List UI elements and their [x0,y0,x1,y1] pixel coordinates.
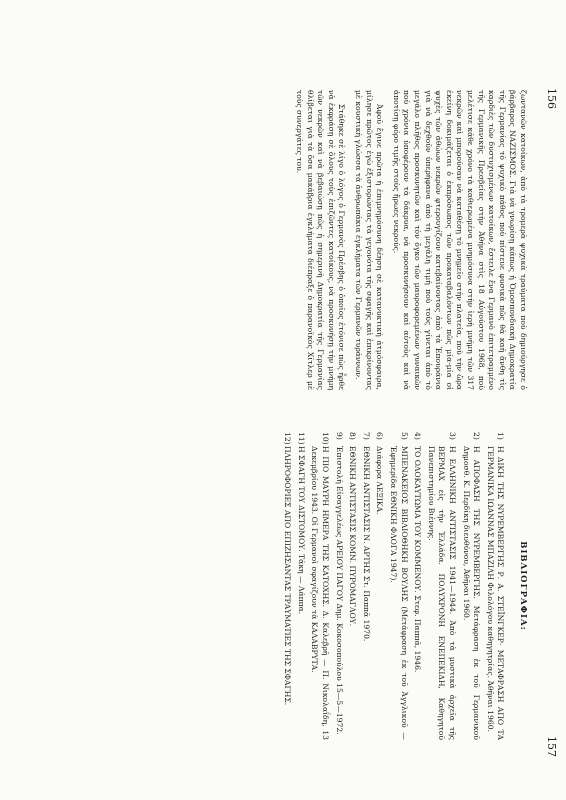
reference-item [484,432,505,740]
bibliography-section [279,432,528,740]
reference-text: Διάφορα ΛΕΞΙΚΑ. [375,446,385,515]
reference-number: 4) [413,432,423,440]
right-page-number: 157 [545,736,558,757]
reference-text: ΤΟ ΟΛΟΚΑΥΤΩΜΑ ΤΟΥ ΚΟΜΜΕΝΟΥ. Στεφ. Παππᾶ, 1946. [413,446,423,673]
reference-text: ΠΛΗΡΟΦΟΡΙΕΣ ΑΠΟ ΕΠΙΖΗΣΑΝΤΑΣ ΤΡΑΥΜΑΤΙΕΣ ΤΗΣ ΣΦΑΓΗΣ. [283,446,293,706]
reference-list [282,432,506,740]
left-page-body [288,90,528,390]
reference-text: ΜΠΕΝΑΚΕΙΟΣ ΒΙΒΛΙΟΘΗΚΗ ΒΟΥΛΗΣ (Μετάφραση ἐκ τοῦ Ἀγγλικοῦ — Ἐφημερίδα ΕΘΝΙΚΗ ΦΛΟΓΑ 1947). [389,446,409,740]
reference-number: 5) [399,432,409,440]
reference-item [425,432,457,740]
reference-text: Η ΣΦΑΓΗ ΤΟΥ ΔΙΣΤΟΜΟΥ. Τάκη — Λάππα. [296,446,306,615]
reference-item [309,432,330,740]
reference-text: Η ΠΙΟ ΜΑΥΡΗ ΗΜΕΡΑ ΤΗΣ ΚΑΤΟΧΗΣ. Δ. Καλεβρῆ — Π. Νικολαΐδη, 13 Δεκεμβρίου 1943. Οἱ Γερμανοὶ σφαγίζουν τὰ ΚΑΛΑΒΡΥΤΑ. [310,446,331,740]
reference-number: 9) [334,432,344,440]
body-paragraph: ζωντανῶν κατοίκων, ἀπὸ τὰ τρομερὰ ψυχικὰ τραύματα ποὺ δημιούργησε ὁ βάρβαρος ΝΑΖΙΣΜΟΣ. Γιὰ νὰ γνωρίσῃ κάπως ἡ Ὁμοσπονδιακὴ Δημοκρατία τῆς Γερμανίας τὸ ψυχικὸ πάθος ποὺ πίστευε φυσικὰ πῶς θὰ καῆ ἄνθη τὶς καρδιὲς τῶν δυστυχισμένων κατοίκων, ἔστειλε ἕνα Γερμανὸ ἐπιτετραμμένο τῆς Γερμανικῆς Πρεσβείας στὴν Ἀθήνα στὶς 18 Αὐγούστου 1968, ποὺ μελέτισε κάθε χρόνο τὰ καθιερωμένα μνημόσυνα στὴν ἱερὴ μνήμη τῶν 317 νεκρῶν καὶ μπορούσαν νὰ καταθέσῃ τὸ μνημεῖο στὴν πλατεία, ποὺ τὴν ὥρα ἐκείνη δοκιμάζεται ὁ ἐκπρόσωπος τῶν προκαταβαλόντων πῶς μία-μία οἱ ψυχὲς τῶν ἀθώων νεκρῶν φτερουγίζουν κατεβαίνοντας ἀπὸ τὰ Ἐπουράνια γιὰ νὰ δεχθοῦν ὑπερήφανα ἀπὸ τὴ μεγάλη τιμὴ ποὺ τοὺς γίνεται ἀπὸ τὸ μεγάλο πλῆθος προσκυνητῶν καὶ τὸν ὄγκο τῶν μαυροφορεμένων γυναικῶν ποὺ χρόνια ὑποφέρουν τὰ δάκρυα, νὰ προσκυνήσουν καὶ αὐτοὺς καὶ νὰ ἀποτίσῃ φόρο τιμῆς στοὺς ἥρωες νεκρούς. [391,90,528,390]
reference-number: 8) [348,432,358,440]
reference-item [282,432,293,740]
reference-text: Η ΕΛΛΗΝΙΚΗ ΑΝΤΙΣΤΑΣΙΣ 1941—1944. Ἀπὸ τὰ μυστικὰ ἀρχεῖα τῆς ΒΕΡΜΑΧ εἰς τὴν Ἑλλάδα. ΠΟΛΥΧΡΟΝΗ ΕΝΕΠΕΚΙΔΗ, Καθηγητοῦ Πανεπιστημίου Βιέννης. [426,446,458,740]
body-paragraph: Ἀφοῦ ἔγινε πρῶτα ἡ ἐπιμνημόσυνη δέηση σὲ κατανυκτικὴ ἀτμόσφαιρα, μίλησε πρῶτος ἐγὼ ἐξιστορώντας τὰ γεγονότα τῆς σφαγῆς καὶ ἐπικρίνοντας μὲ κουστικὴ γλώσσα τὰ ἀνθρωπάκια ἐγκλήματα τῶν Γερμανῶν τυράννων. [354,90,385,390]
reference-item [460,432,481,740]
reference-item [360,432,371,740]
reference-text: Ἐπιστολὴ Εἰσαγγελέως ΑΡΕΙΟΥ ΠΑΓΟΥ Δημ. Κοκοσοπούλου 15—5—1972. [334,446,344,735]
reference-item [412,432,423,740]
reference-number: 2) [472,432,482,440]
reference-number: 3) [448,432,458,440]
reference-item [374,432,385,740]
reference-text: ΕΘΝΙΚΗ ΑΝΤΙΣΤΑΣΙΣ ΚΟΜΝ. ΠΥΡΟΜΑΓΛΟΥ. [348,446,358,627]
left-page-number: 156 [545,88,558,109]
reference-item [387,432,408,740]
reference-text: ΕΘΝΙΚΗ ΑΝΤΙΣΤΑΣΙΣ Ν. ΑΡΤΗΣ Στ. Παππᾶ 1970. [361,446,371,642]
bibliography-heading: ΒΙΒΛΙΟΓΡΑΦΙΑ: [518,541,528,631]
reference-number: 6) [375,432,385,440]
reference-number: 7) [361,432,371,440]
reference-number: 10) [321,432,331,445]
reference-text: Η ΔΙΚΗ ΤΗΣ ΝΥΡΕΜΒΕΡΓΗΣ Ρ. Α. ΣΤΕΪΝΓΚΕΡ· ΜΕΤΑΦΡΑΣΗ ΑΠΟ ΤΑ ΓΕΡΜΑΝΙΚΑ ΙΩΑΝΝΑΣ ΜΠΑΖΙΛΗ Φιλολόγου καθηγητρίας. Ἀθῆναι 1960. [485,446,506,740]
reference-number: 12) [283,432,293,445]
body-paragraph: Στάθηκε σὲ λίγο ὁ λόγος ὁ Γερμανὸς Πρέσβης ὁ ὁποῖος ἐτόνισε πὼς ἦρθε νὰ ἐκφράσῃ σὲ ὅλους τοὺς ἐπιζῶντες κατοίκους, νὰ προσκυνήσῃ τὴν μνήμη τῶν νεκρῶν καὶ νὰ βεβαιώσῃ πῶς ἡ σημερινὴ Δημοκρατία τῆς Γερμανίας θλίβεται γιὰ τὰ ὅσα μακάβρια ἐγκλήματα διέπραξε ὁ παρανοϊκὸς Χίτλερ μὲ τοὺς συνεργάτες του. [295,90,347,390]
reference-item [333,432,344,740]
reference-number: 1) [496,432,506,440]
reference-item [295,432,306,740]
reference-item [347,432,358,740]
reference-text: Η ΑΠΟΦΑΣΗ ΤΗΣ ΝΥΡΕΜΒΕΡΓΗΣ. Μετάφραση ἐκ τοῦ Γερμανικοῦ Δημοσθ. Κ. Περδίκη διευθύνου, Ἀθῆναι 1960. [461,446,482,740]
reference-number: 11) [296,432,306,445]
